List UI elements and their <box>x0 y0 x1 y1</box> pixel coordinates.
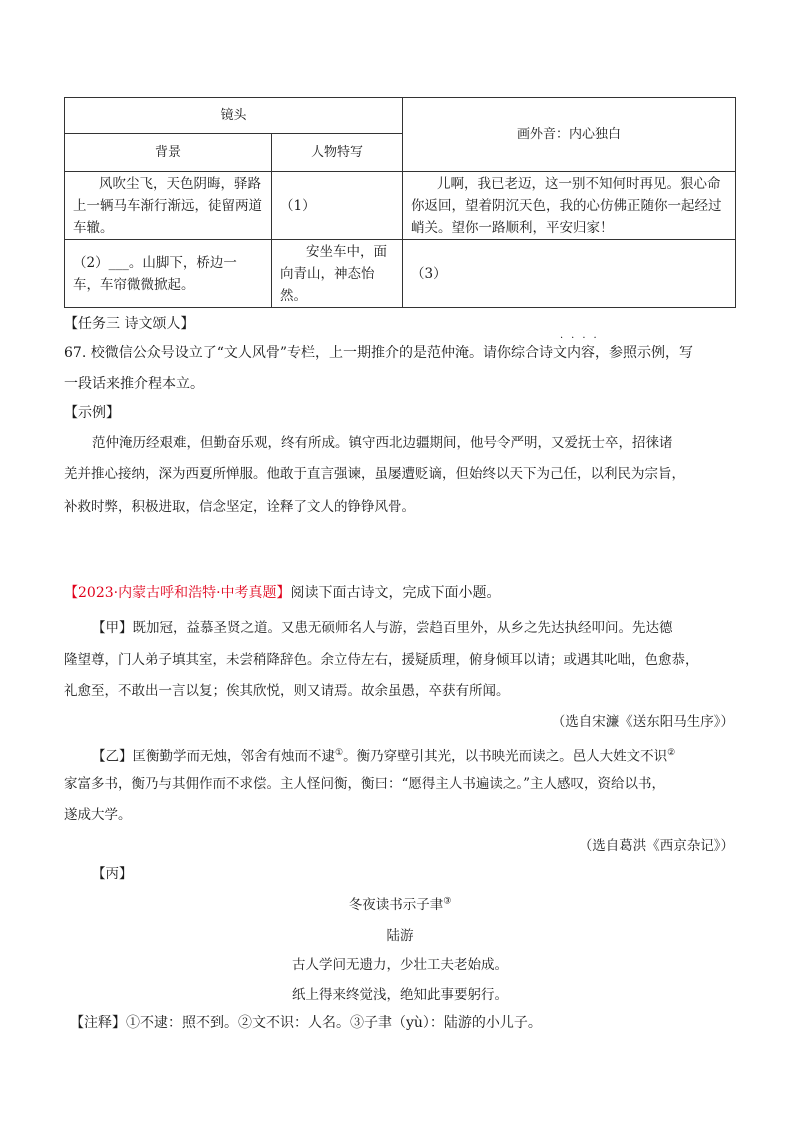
row2-background: （2）___。山脚下，桥边一车，车帘微微掀起。 <box>65 240 272 308</box>
yi-line2: 家富多书，衡乃与其佣作而不求偿。主人怪问衡，衡曰：“愿得主人书遍读之。”主人感叹，资给以书， <box>64 776 666 792</box>
note-mark-1: ① <box>335 748 344 758</box>
annotations: 【注释】①不逮：照不到。②文不识：人名。③子聿（yù）：陆游的小儿子。 <box>70 1015 542 1031</box>
example-line3: 补救时弊，积极进取，信念坚定，诠释了文人的铮铮风骨。 <box>64 499 415 515</box>
example-label: 【示例】 <box>64 405 120 421</box>
jia-line3: 礼愈至，不敢出一言以复；俟其欣悦，则又请焉。故余虽愚，卒获有所闻。 <box>64 683 510 699</box>
bing-label: 【丙】 <box>92 866 133 882</box>
note-mark-2: ② <box>667 748 676 758</box>
row2-closeup: 安坐车中，面向青山，神态怡然。 <box>272 240 403 308</box>
task3-heading: 【任务三 诗文颂人】 <box>64 316 195 332</box>
storyboard-table <box>64 97 736 308</box>
yi-source: （选自葛洪《西京杂记》） <box>578 838 734 854</box>
poem-line1: 古人学问无遗力，少壮工夫老始成。 <box>292 957 508 973</box>
jia-source: （选自宋濂《送东阳马生序》） <box>551 714 734 730</box>
q67-line1: 67. 校微信公众号设立了“文人风骨”专栏，上一期推介的是范仲淹。请你综合诗文内容，参照示例，写 <box>64 345 694 361</box>
row2-voice: （3） <box>403 240 736 308</box>
header-shot: 镜头 <box>65 98 403 134</box>
emphasis-dots: ···· <box>560 333 605 344</box>
jia-line2: 隆望尊，门人弟子填其室，未尝稍降辞色。余立侍左右，援疑质理，俯身倾耳以请；或遇其叱咄，色愈恭， <box>64 652 699 668</box>
header-voice: 画外音：内心独白 <box>403 98 736 172</box>
row1-closeup: （1） <box>272 172 403 240</box>
yi-line1: 【乙】匡衡勤学而无烛，邻舍有烛而不逮①。衡乃穿壁引其光，以书映光而读之。邑人大姓文不识② <box>92 748 676 765</box>
example-line1: 范仲淹历经艰难，但勤奋乐观，终有所成。镇守西北边疆期间，他号令严明，又爱抚士卒，招徕诸 <box>92 435 673 451</box>
header-background: 背景 <box>65 134 272 172</box>
poem-author: 陆游 <box>386 928 414 944</box>
row1-background: 风吹尘飞，天色阴晦，驿路上一辆马车渐行渐远，徒留两道车辙。 <box>65 172 272 240</box>
reading-intro <box>64 582 734 604</box>
jia-line1: 【甲】既加冠，益慕圣贤之道。又患无硕师名人与游，尝趋百里外，从乡之先达执经叩问。先达德 <box>92 620 673 636</box>
note-mark-3: ③ <box>443 896 452 907</box>
q67-line2: 一段话来推介程本立。 <box>64 376 204 392</box>
example-line2: 羌并推心接纳，深为西夏所惮服。他敢于直言强谏，虽屡遭贬谪，但始终以天下为己任，以利民为宗旨， <box>64 466 685 482</box>
poem-line2: 纸上得来终觉浅，绝知此事要躬行。 <box>292 987 508 1003</box>
blank-2[interactable]: ___ <box>108 254 129 271</box>
source-tag: 【2023·内蒙古呼和浩特·中考真题】 <box>64 585 291 601</box>
row1-voice: 儿啊，我已老迈，这一别不知何时再见。狠心命你返回，望着阴沉天色，我的心仿佛正随你一起经过峭关。望你一路顺利，平安归家！ <box>403 172 736 240</box>
header-closeup: 人物特写 <box>272 134 403 172</box>
yi-line3: 遂成大学。 <box>64 807 132 823</box>
instruction: 阅读下面古诗文，完成下面小题。 <box>290 585 501 601</box>
poem-title: 冬夜读书示子聿③ <box>348 896 452 913</box>
